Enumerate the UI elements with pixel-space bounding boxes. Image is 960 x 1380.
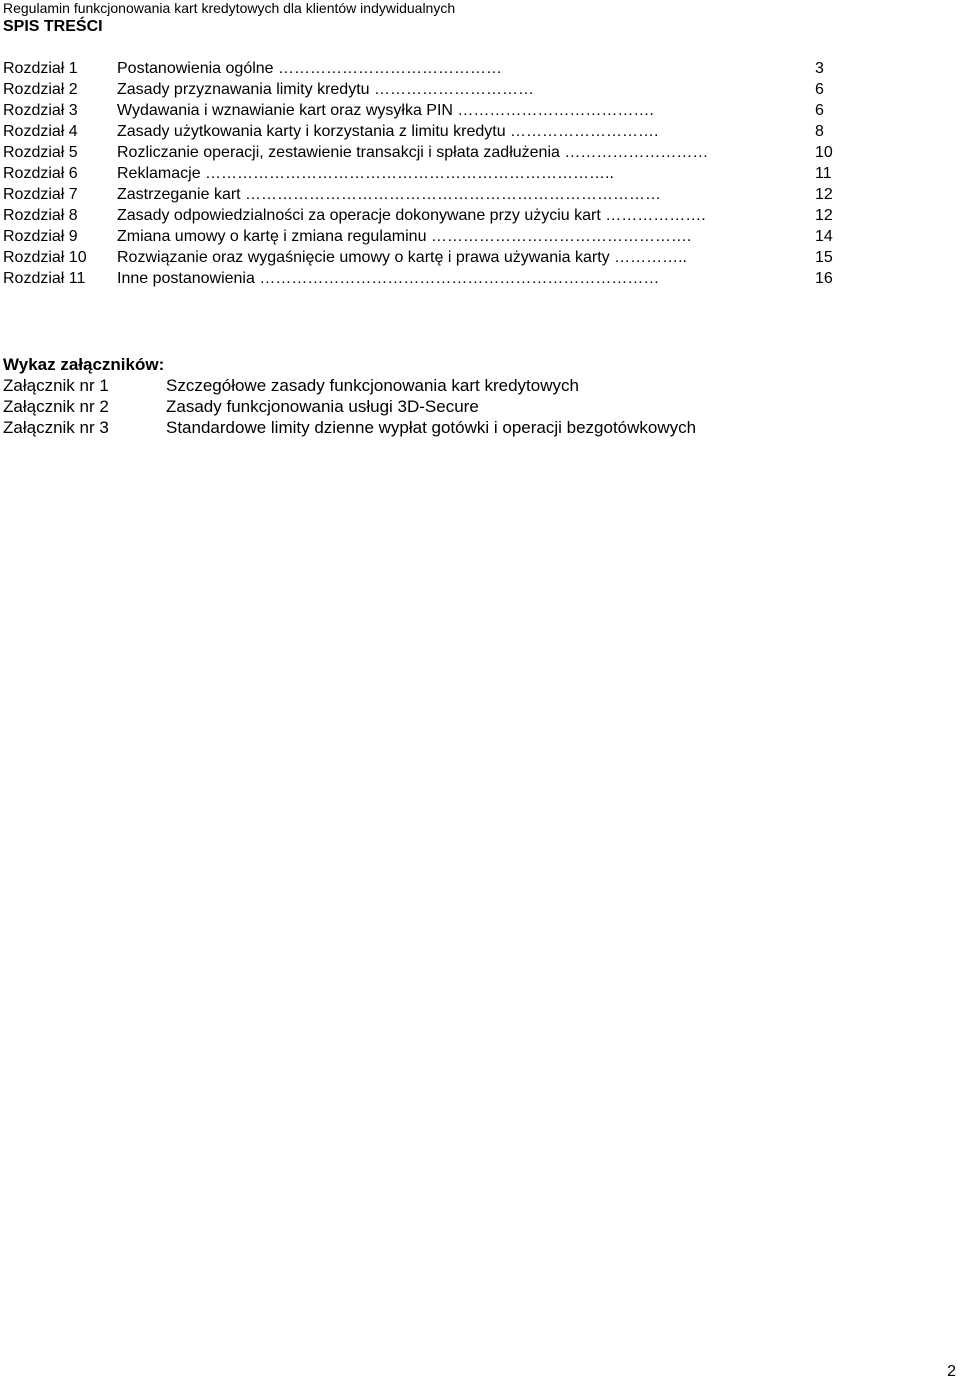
toc-entry-title: Zasady odpowiedzialności za operacje dokonywane przy użyciu kart bbox=[117, 207, 601, 224]
attachment-row bbox=[3, 375, 903, 396]
toc-entry bbox=[117, 142, 708, 163]
toc-row bbox=[3, 79, 843, 100]
toc-entry bbox=[117, 184, 661, 205]
table-of-contents bbox=[3, 58, 843, 289]
toc-row bbox=[3, 142, 843, 163]
toc-leader-dots: ………………………………………………………………….. bbox=[200, 165, 614, 182]
toc-chapter-label: Rozdział 5 bbox=[3, 144, 78, 161]
toc-chapter-label: Rozdział 6 bbox=[3, 165, 78, 182]
toc-leader-dots: …………………………………………. bbox=[426, 228, 692, 245]
toc-entry bbox=[117, 268, 659, 289]
toc-page-number: 15 bbox=[815, 249, 833, 266]
toc-entry-title: Rozwiązanie oraz wygaśnięcie umowy o kartę i prawa używania karty bbox=[117, 249, 610, 266]
toc-page-number: 6 bbox=[815, 81, 824, 98]
toc-entry-title: Wydawania i wznawianie kart oraz wysyłka PIN bbox=[117, 102, 453, 119]
toc-chapter-label: Rozdział 11 bbox=[3, 270, 86, 287]
toc-row bbox=[3, 268, 843, 289]
attachment-number: Załącznik nr 3 bbox=[3, 418, 109, 437]
toc-leader-dots: ………………………………. bbox=[452, 102, 654, 119]
toc-leader-dots: ………………………. bbox=[505, 123, 659, 140]
toc-page-number: 12 bbox=[815, 186, 833, 203]
attachment-row bbox=[3, 417, 903, 438]
toc-entry-title: Rozliczanie operacji, zestawienie transakcji i spłata zadłużenia bbox=[117, 144, 560, 161]
toc-page-number: 10 bbox=[815, 144, 833, 161]
attachment-title: Standardowe limity dzienne wypłat gotówki i operacji bezgotówkowych bbox=[166, 418, 697, 437]
toc-row bbox=[3, 58, 843, 79]
toc-row bbox=[3, 184, 843, 205]
toc-entry bbox=[117, 247, 687, 268]
toc-page-number: 16 bbox=[815, 270, 833, 287]
toc-row bbox=[3, 226, 843, 247]
toc-entry bbox=[117, 163, 614, 184]
attachments-heading: Wykaz załączników: bbox=[3, 355, 165, 374]
toc-leader-dots: ………………………… bbox=[369, 81, 534, 98]
toc-row bbox=[3, 163, 843, 184]
toc-entry-title: Inne postanowienia bbox=[117, 270, 255, 287]
attachments-list bbox=[3, 354, 903, 438]
toc-chapter-label: Rozdział 4 bbox=[3, 123, 78, 140]
toc-entry-title: Postanowienia ogólne bbox=[117, 60, 274, 77]
toc-row bbox=[3, 247, 843, 268]
toc-chapter-label: Rozdział 7 bbox=[3, 186, 78, 203]
toc-chapter-label: Rozdział 8 bbox=[3, 207, 78, 224]
attachment-title: Szczegółowe zasady funkcjonowania kart kredytowych bbox=[166, 376, 579, 395]
toc-entry bbox=[117, 58, 502, 79]
toc-row bbox=[3, 205, 843, 226]
toc-entry-title: Reklamacje bbox=[117, 165, 201, 182]
document-header-title: Regulamin funkcjonowania kart kredytowych dla klientów indywidualnych bbox=[3, 0, 456, 16]
toc-row bbox=[3, 121, 843, 142]
toc-leader-dots: ………………………………………………………………… bbox=[254, 270, 660, 287]
toc-leader-dots: …………………………………………………………………… bbox=[240, 186, 662, 203]
attachment-number: Załącznik nr 1 bbox=[3, 376, 109, 395]
toc-chapter-label: Rozdział 2 bbox=[3, 81, 78, 98]
toc-leader-dots: ……………………… bbox=[559, 144, 709, 161]
toc-entry-title: Zmiana umowy o kartę i zmiana regulaminu bbox=[117, 228, 427, 245]
toc-entry bbox=[117, 205, 706, 226]
toc-chapter-label: Rozdział 1 bbox=[3, 60, 78, 77]
toc-page-number: 11 bbox=[815, 165, 832, 182]
toc-entry bbox=[117, 121, 658, 142]
toc-page-number: 8 bbox=[815, 123, 824, 140]
toc-entry bbox=[117, 79, 534, 100]
toc-page-number: 6 bbox=[815, 102, 824, 119]
toc-entry-title: Zasady użytkowania karty i korzystania z limitu kredytu bbox=[117, 123, 506, 140]
toc-row bbox=[3, 100, 843, 121]
toc-entry bbox=[117, 226, 691, 247]
toc-chapter-label: Rozdział 9 bbox=[3, 228, 78, 245]
toc-page-number: 14 bbox=[815, 228, 833, 245]
toc-entry bbox=[117, 100, 654, 121]
toc-leader-dots: …………………………………… bbox=[273, 60, 503, 77]
toc-chapter-label: Rozdział 10 bbox=[3, 249, 87, 266]
toc-entry-title: Zasady przyznawania limity kredytu bbox=[117, 81, 370, 98]
toc-entry-title: Zastrzeganie kart bbox=[117, 186, 241, 203]
attachment-row bbox=[3, 396, 903, 417]
attachment-number: Załącznik nr 2 bbox=[3, 397, 109, 416]
toc-title: SPIS TREŚCI bbox=[3, 18, 103, 35]
toc-chapter-label: Rozdział 3 bbox=[3, 102, 78, 119]
toc-page-number: 3 bbox=[815, 60, 824, 77]
toc-leader-dots: ………….. bbox=[609, 249, 687, 266]
attachment-title: Zasady funkcjonowania usługi 3D-Secure bbox=[166, 397, 479, 416]
toc-leader-dots: ………………. bbox=[600, 207, 706, 224]
page-number: 2 bbox=[947, 1363, 956, 1380]
toc-page-number: 12 bbox=[815, 207, 833, 224]
